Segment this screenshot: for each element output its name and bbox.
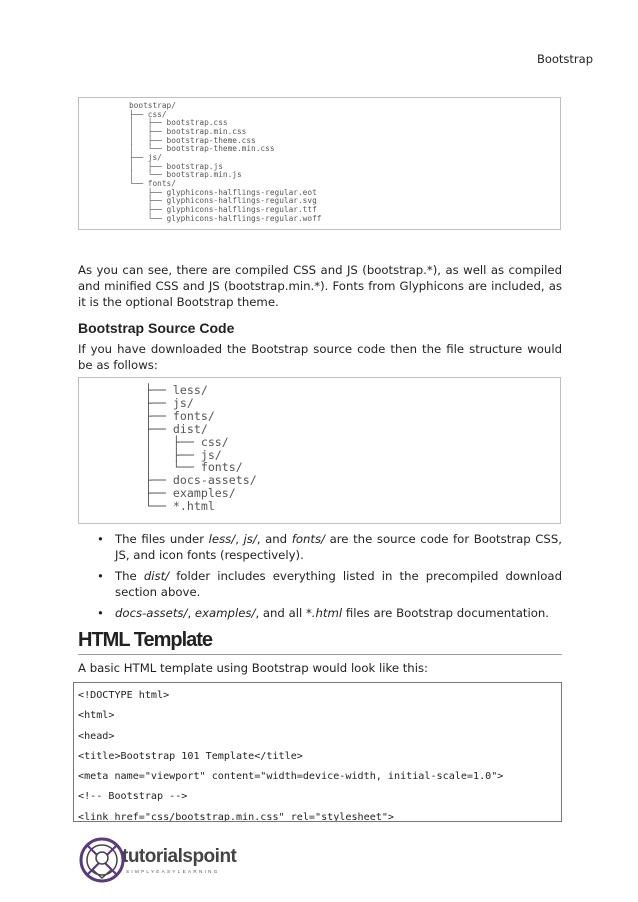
tree2-line-8: ├── docs-assets/: [145, 473, 257, 488]
tree-line-3: │ ├── bootstrap.css: [129, 118, 228, 128]
list-text: files are Bootstrap documentation.: [342, 606, 549, 620]
tree2-line-4: ├── dist/: [145, 421, 208, 436]
list-item: [78, 531, 562, 563]
tree2-line-5: │ ├── css/: [145, 434, 229, 449]
list-text: are the source code for Bootstrap CSS, JS, and icon fonts (respectively).: [115, 532, 562, 562]
tree-line-8: │ ├── bootstrap.js: [129, 161, 223, 171]
tree2-line-6: │ ├── js/: [145, 447, 222, 462]
list-text-italic: examples/: [194, 606, 256, 620]
tree-line-11: ├── glyphicons-halflings-regular.eot: [129, 187, 317, 197]
code-line: <meta name="viewport" content="width=device-width, initial-scale=1.0">: [78, 771, 504, 783]
list-text: ,: [235, 532, 244, 546]
bullet-dot: •: [97, 606, 104, 620]
list-text-italic: fonts/: [291, 532, 325, 546]
logo-tagline: SIMPLYEASYLEARNING: [126, 869, 220, 874]
list-text: , and: [256, 532, 292, 546]
paragraph-template-intro: A basic HTML template using Bootstrap would look like this:: [78, 661, 428, 675]
list-text: ,: [187, 606, 195, 620]
running-header: Bootstrap: [536, 52, 593, 66]
source-structure-figure: [78, 377, 561, 524]
code-line: <head>: [78, 730, 115, 742]
tree2-line-7: │ └── fonts/: [145, 460, 243, 475]
list-text: , and all *: [255, 606, 312, 620]
list-text-italic: .html: [311, 606, 343, 620]
list-text-italic: docs-assets/: [115, 606, 188, 620]
list-text: The: [115, 569, 144, 583]
tree-line-4: │ ├── bootstrap.min.css: [129, 127, 247, 136]
tree2-line-9: ├── examples/: [145, 486, 236, 501]
list-text-italic: dist/: [143, 569, 170, 583]
section-title-html-template: HTML Template: [78, 629, 562, 655]
tree-line-9: │ └── bootstrap.min.js: [129, 170, 242, 180]
subheading-source-code: Bootstrap Source Code: [78, 320, 235, 336]
tutorialspoint-logo: [78, 834, 258, 886]
tree-line-13: ├── glyphicons-halflings-regular.ttf: [129, 204, 317, 214]
tree-line-6: │ └── bootstrap-theme.min.css: [129, 144, 275, 154]
tree2-line-3: ├── fonts/: [145, 408, 215, 423]
paragraph-compiled-files: As you can see, there are compiled CSS and JS (bootstrap.*), as well as compiled and minified CSS and JS (bootstrap.min.*). Fonts from Glyphicons are included, as it is the optional Bootstrap theme.: [78, 263, 562, 309]
tree-line-1: bootstrap/: [129, 101, 176, 110]
list-item: [78, 568, 562, 600]
code-line: <!DOCTYPE html>: [78, 690, 170, 701]
tree-line-5: │ ├── bootstrap-theme.css: [129, 135, 256, 145]
tree-line-12: ├── glyphicons-halflings-regular.svg: [129, 196, 317, 206]
tree-line-2: ├── css/: [129, 109, 167, 119]
file-structure-figure: [78, 97, 561, 230]
bullet-dot: •: [97, 532, 104, 546]
code-block: [73, 682, 562, 822]
tree-line-10: └── fonts/: [129, 178, 176, 188]
tree2-line-2: ├── js/: [145, 395, 194, 410]
logo-text: tutorialspoint: [122, 846, 237, 867]
tree2-line-10: └── *.html: [145, 499, 215, 514]
source-files-list: [78, 531, 562, 626]
tree-line-7: ├── js/: [129, 152, 162, 162]
logo-emblem-icon: [78, 834, 126, 886]
list-text: folder includes everything listed in the precompiled download section above.: [115, 569, 562, 599]
paragraph-source-intro: If you have downloaded the Bootstrap source code then the file structure would be as follows:: [78, 342, 562, 372]
tree2-line-1: ├── less/: [145, 383, 208, 397]
list-text-italic: js/: [243, 532, 257, 546]
list-text: The files under: [115, 532, 209, 546]
list-item: [78, 605, 562, 621]
bullet-dot: •: [97, 569, 104, 583]
list-text-italic: less/: [208, 532, 236, 546]
tree-line-14: └── glyphicons-halflings-regular.woff: [129, 213, 322, 223]
code-line: <!-- Bootstrap -->: [78, 791, 188, 803]
code-line: <html>: [78, 710, 115, 722]
code-line: <link href="css/bootstrap.min.css" rel="stylesheet">: [78, 811, 395, 822]
code-line: <title>Bootstrap 101 Template</title>: [78, 750, 303, 762]
